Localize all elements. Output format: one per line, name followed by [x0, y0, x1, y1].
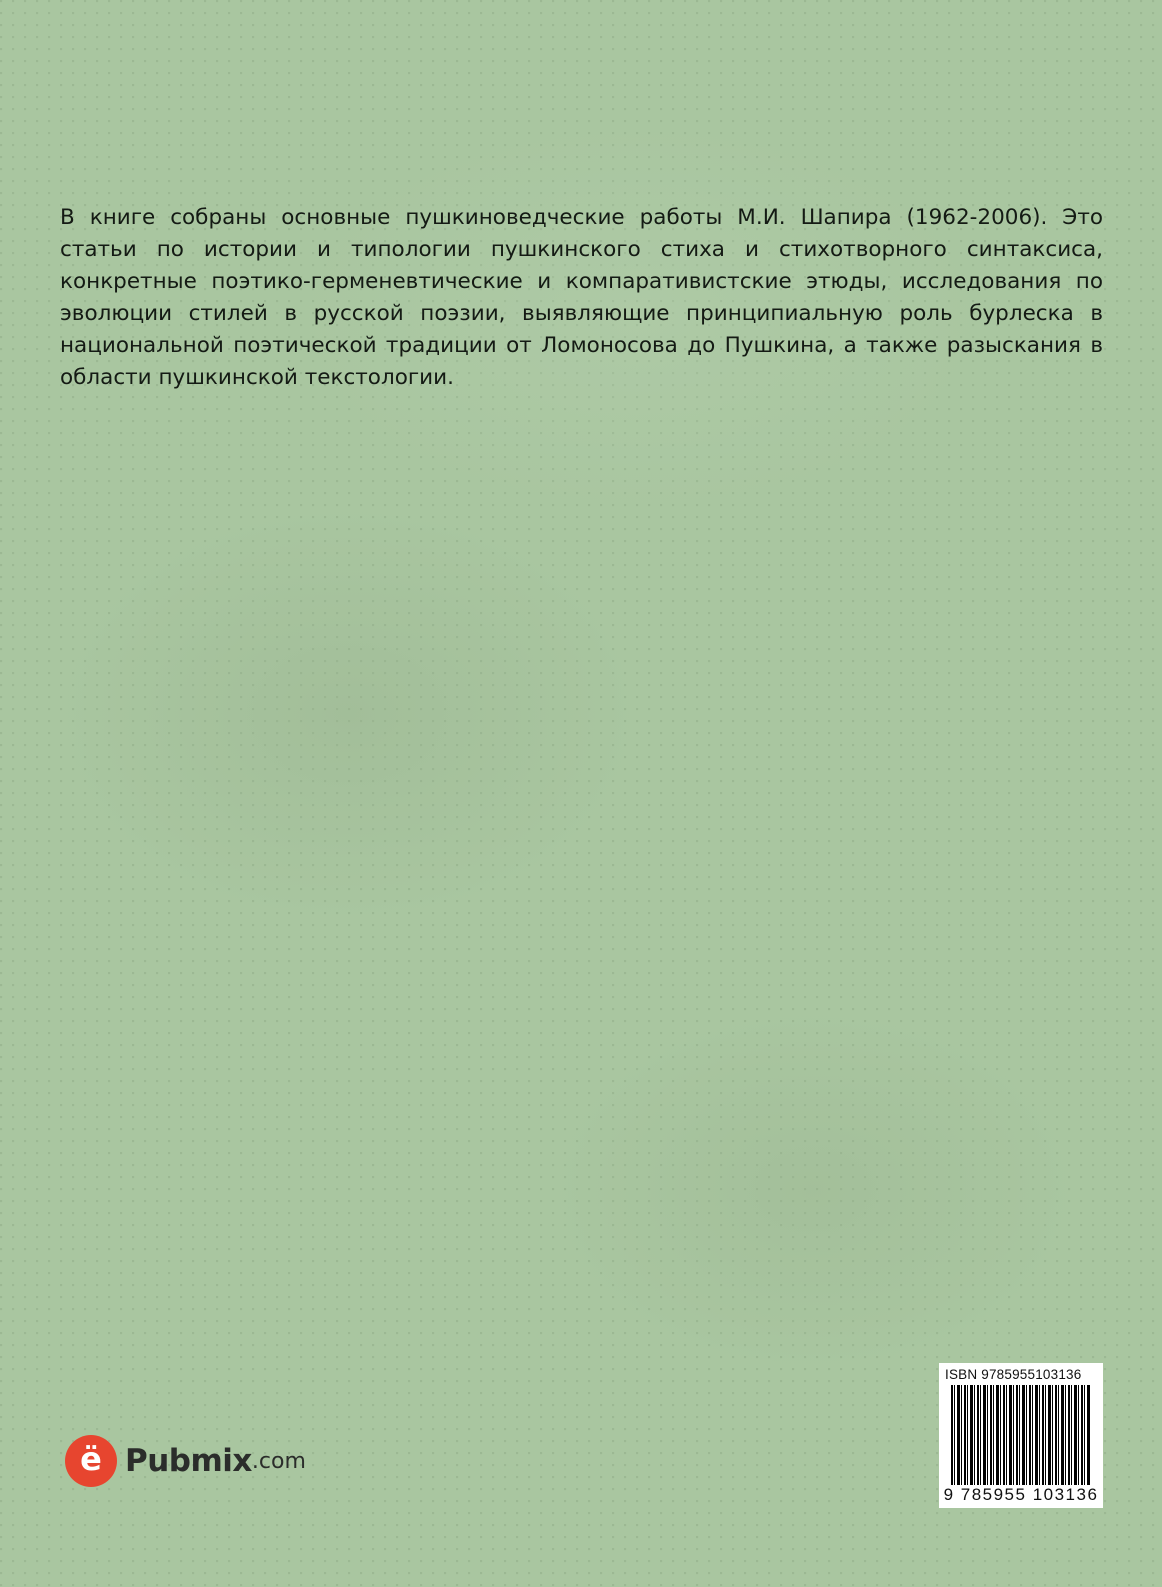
- publisher-logo: [65, 1434, 306, 1488]
- isbn-barcode: [939, 1363, 1103, 1508]
- isbn-label: ISBN 9785955103136: [945, 1367, 1082, 1382]
- publisher-badge-icon: [65, 1435, 117, 1487]
- publisher-name: Pubmix: [125, 1443, 252, 1479]
- barcode-digits: 9 785955 103136: [943, 1485, 1099, 1504]
- book-description: В книге собраны основные пушкиноведческие работы М.И. Шапира (1962-2006). Это статьи по истории и типологии пушкинского стиха и стихотворного синтаксиса, конкретные поэтико-герменевтические и компаративистские этюды, исследования по эволюции стилей в русской поэзии, выявляющие принципиальную роль бурлеска в национальной поэтической традиции от Ломоносова до Пушкина, а также разыскания в области пушкинской текстологии.: [60, 205, 1103, 390]
- publisher-domain: .com: [251, 1448, 306, 1474]
- barcode-bars-icon: [951, 1385, 1091, 1485]
- publisher-badge-letter: ё: [80, 1440, 102, 1478]
